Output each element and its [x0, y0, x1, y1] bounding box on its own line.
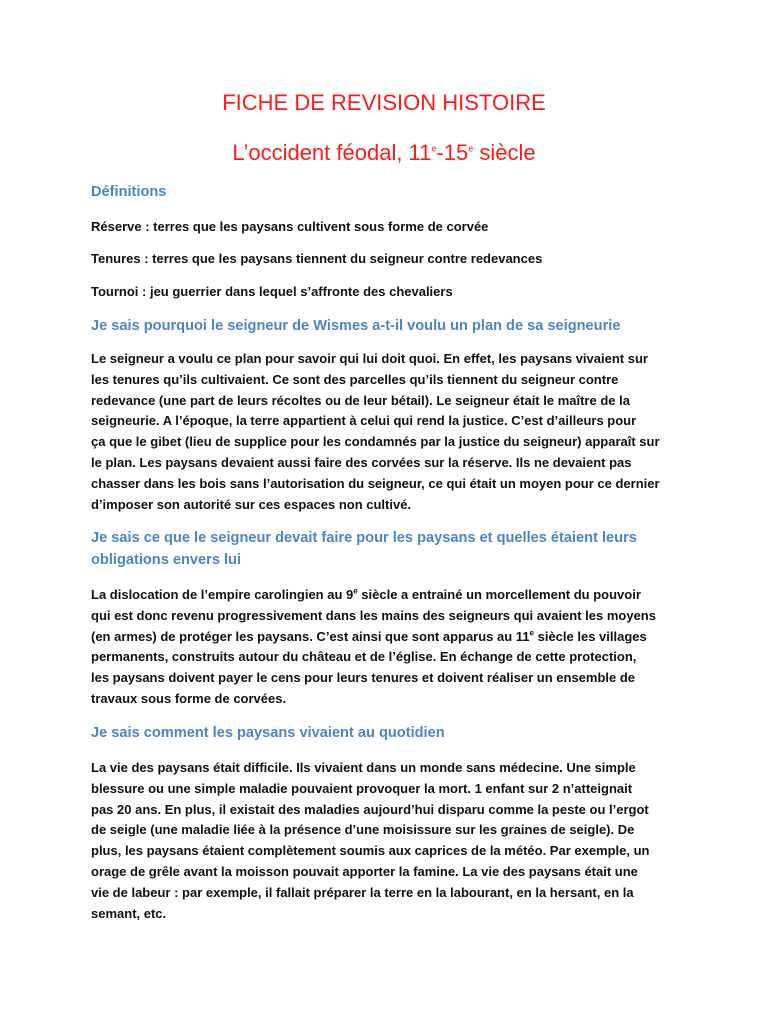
- paragraph-line: semant, etc.: [91, 905, 167, 921]
- line-text: La dislocation de l’empire carolingien au 9: [91, 587, 354, 602]
- section3-paragraph: [91, 758, 681, 924]
- paragraph-line: orage de grêle avant la moisson pouvait apporter la famine. La vie des paysans était une: [91, 863, 638, 879]
- section1-heading: Je sais pourquoi le seigneur de Wismes a-t-il voulu un plan de sa seigneurie: [91, 318, 621, 334]
- superscript: e: [353, 586, 358, 596]
- paragraph-line: redevance (une part de leurs récoltes ou de leur bétail). Le seigneur était le maître de la: [91, 392, 630, 408]
- paragraph-line: de seigle (une maladie liée à la présence d’une moisissure sur les graines de seigle). De: [91, 822, 635, 838]
- paragraph-line: [91, 585, 681, 606]
- subtitle-part2: -15: [436, 140, 469, 165]
- paragraph-line: [91, 627, 681, 648]
- definition-tenures: Tenures : terres que les paysans tiennent du seigneur contre redevances: [91, 251, 543, 266]
- paragraph-line: Le seigneur a voulu ce plan pour savoir qui lui doit quoi. En effet, les paysans vivaient sur: [91, 351, 648, 366]
- subtitle-part3: siècle: [473, 140, 536, 165]
- section3-heading: Je sais comment les paysans vivaient au quotidien: [91, 725, 445, 741]
- page-title: FICHE DE REVISION HISTOIRE: [222, 90, 546, 115]
- paragraph-line: permanents, construits autour du château et de l’église. En échange de cette protection,: [91, 649, 637, 665]
- paragraph-line: vie de labeur : par exemple, il fallait préparer la terre en la labourant, en la hersant, en la: [91, 884, 634, 900]
- paragraph-line: chasser dans les bois sans l’autorisation du seigneur, ce qui était un moyen pour ce dernier: [91, 475, 660, 491]
- paragraph-line: La vie des paysans était difficile. Ils vivaient dans un monde sans médecine. Une simple: [91, 760, 636, 775]
- definition-tournoi: Tournoi : jeu guerrier dans lequel s’affronte des chevaliers: [91, 284, 453, 299]
- line-text: siècle a entrainé un morcellement du pouvoir: [357, 587, 641, 602]
- paragraph-line: ça que le gibet (lieu de supplice pour les condamnés par la justice du seigneur) apparaît sur: [91, 434, 660, 450]
- paragraph-line: d’imposer son autorité sur ces espaces non cultivé.: [91, 496, 412, 512]
- definition-reserve: Réserve : terres que les paysans cultivent sous forme de corvée: [91, 219, 489, 234]
- page-subtitle: [0, 138, 768, 168]
- subtitle-part1: L’occident féodal, 11: [232, 140, 432, 165]
- section2-paragraph: [91, 585, 681, 710]
- section2-heading-line: Je sais ce que le seigneur devait faire pour les paysans et quelles étaient leurs: [91, 530, 637, 546]
- superscript: e: [529, 628, 534, 638]
- paragraph-line: les tenures qu’ils cultivaient. Ce sont des parcelles qu’ils tiennent du seigneur contre: [91, 371, 619, 387]
- subtitle-superscript-1: e: [431, 143, 437, 154]
- paragraph-line: seigneurie. A l’époque, la terre appartient à celui qui rend la justice. C’est d’ailleurs pour: [91, 413, 637, 429]
- line-text: siècle les villages: [534, 628, 647, 644]
- paragraph-line: pas 20 ans. En plus, il existait des maladies aujourd’hui disparu comme la peste ou l’ergot: [91, 801, 649, 817]
- paragraph-line: plus, les paysans étaient complètement soumis aux caprices de la météo. Par exemple, un: [91, 843, 650, 859]
- paragraph-line: blessure ou une simple maladie pouvaient provoquer la mort. 1 enfant sur 2 n’atteignait: [91, 780, 633, 796]
- paragraph-line: les paysans doivent payer le cens pour leurs tenures et doivent réaliser un ensemble de: [91, 670, 636, 686]
- paragraph-line: le plan. Les paysans devaient aussi faire des corvées sur la réserve. Ils ne devaient pas: [91, 454, 632, 470]
- line-text: (en armes) de protéger les paysans. C’est ainsi que sont apparus au 11: [91, 628, 530, 644]
- section1-paragraph: [91, 349, 681, 515]
- section2-heading-line: obligations envers lui: [91, 552, 242, 568]
- section2-heading: [91, 527, 691, 571]
- paragraph-line: travaux sous forme de corvées.: [91, 690, 287, 706]
- definitions-heading: Définitions: [91, 184, 167, 200]
- paragraph-line: qui est donc revenu progressivement dans les mains des seigneurs qui avaient les moyens: [91, 607, 656, 623]
- subtitle-superscript-2: e: [468, 143, 474, 154]
